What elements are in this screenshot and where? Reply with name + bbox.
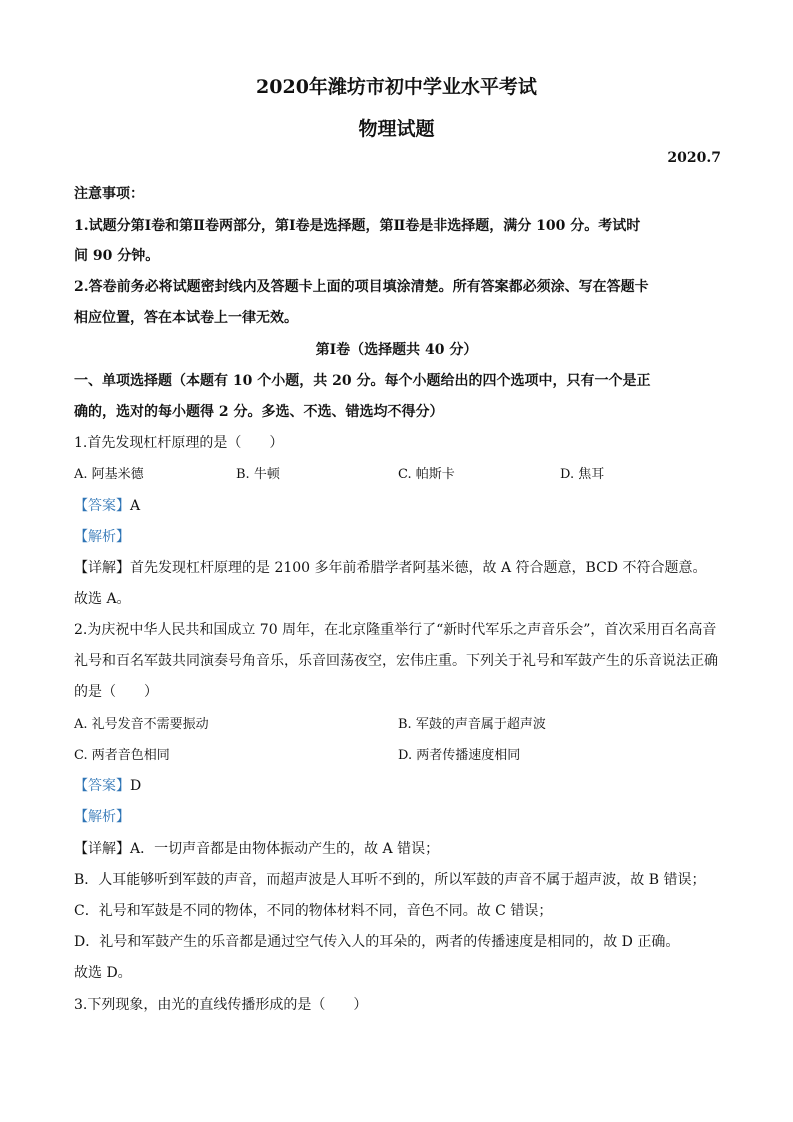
q3-stem: 3.下列现象，由光的直线传播形成的是（ ）	[74, 997, 368, 1013]
notice-heading: 注意事项：	[74, 186, 144, 202]
section-title: 第Ⅰ卷（选择题共 40 分）	[315, 342, 478, 358]
q2-option-a: A. 礼号发音不需要振动	[74, 717, 209, 732]
q1-option-b: B. 牛顿	[236, 467, 280, 482]
q2-conclusion: 故选 D。	[74, 965, 132, 981]
q1-stem: 1.首先发现杠杆原理的是（ ）	[74, 435, 284, 451]
q2-answer	[74, 775, 724, 795]
q1-analysis-tag: 【解析】	[74, 529, 130, 545]
detail-text: 首先发现杠杆原理的是 2100 多年前希腊学者阿基米德，故 A 符合题意，BCD 不符合题意。	[130, 560, 707, 576]
part-instructions-line-1: 一、单项选择题（本题有 10 个小题，共 20 分。每个小题给出的四个选项中，只有一个是正	[74, 373, 651, 389]
notice-item-1-line-2: 间 90 分钟。	[74, 248, 160, 264]
q1-answer	[74, 495, 724, 515]
q2-option-b: B. 军鼓的声音属于超声波	[398, 717, 546, 732]
notice-item-2-line-1: 2.答卷前务必将试题密封线内及答题卡上面的项目填涂清楚。所有答案都必须涂、写在答题卡	[74, 279, 649, 295]
q2-stem-line-2: 礼号和百名军鼓共同演奏号角音乐，乐音回荡夜空，宏伟庄重。下列关于礼号和军鼓产生的乐音说法正确	[74, 653, 718, 669]
q2-option-c: C. 两者音色相同	[74, 748, 170, 763]
exam-title: 2020年潍坊市初中学业水平考试	[256, 76, 537, 98]
notice-item-1-line-1: 1.试题分第Ⅰ卷和第Ⅱ卷两部分，第Ⅰ卷是选择题，第Ⅱ卷是非选择题，满分 100 分。考试时	[74, 218, 641, 234]
q2-stem-line-3: 的是（ ）	[74, 684, 158, 700]
q1-option-d: D. 焦耳	[560, 467, 605, 482]
exam-date: 2020.7	[667, 150, 721, 166]
detail-tag: 【详解】	[74, 841, 130, 857]
detail-tag: 【详解】	[74, 560, 130, 576]
answer-tag: 【答案】	[74, 498, 130, 514]
part-instructions-line-2: 确的，选对的每小题得 2 分。多选、不选、错选均不得分）	[74, 404, 444, 420]
subject-title: 物理试题	[358, 118, 435, 140]
q1-option-c: C. 帕斯卡	[398, 467, 455, 482]
q1-conclusion: 故选 A。	[74, 591, 131, 607]
answer-value: A	[130, 498, 141, 514]
q2-detail-d: D．礼号和军鼓产生的乐音都是通过空气传入人的耳朵的，两者的传播速度是相同的，故 D 正确。	[74, 934, 680, 950]
q2-stem-line-1: 2.为庆祝中华人民共和国成立 70 周年，在北京隆重举行了“新时代军乐之声音乐会”，首次采用百名高音	[74, 622, 717, 638]
q1-detail	[74, 557, 724, 577]
q2-analysis-tag: 【解析】	[74, 809, 130, 825]
detail-text: A．一切声音都是由物体振动产生的，故 A 错误；	[130, 841, 440, 857]
answer-tag: 【答案】	[74, 778, 130, 794]
q2-detail-b: B．人耳能够听到军鼓的声音，而超声波是人耳听不到的，所以军鼓的声音不属于超声波，故 B 错误；	[74, 872, 706, 888]
answer-value: D	[130, 778, 142, 794]
q2-option-d: D. 两者传播速度相同	[398, 748, 521, 763]
q2-detail-c: C．礼号和军鼓是不同的物体，不同的物体材料不同，音色不同。故 C 错误；	[74, 903, 553, 919]
notice-item-2-line-2: 相应位置，答在本试卷上一律无效。	[74, 310, 298, 326]
q1-option-a: A. 阿基米德	[74, 467, 144, 482]
q2-detail-a	[74, 838, 724, 858]
